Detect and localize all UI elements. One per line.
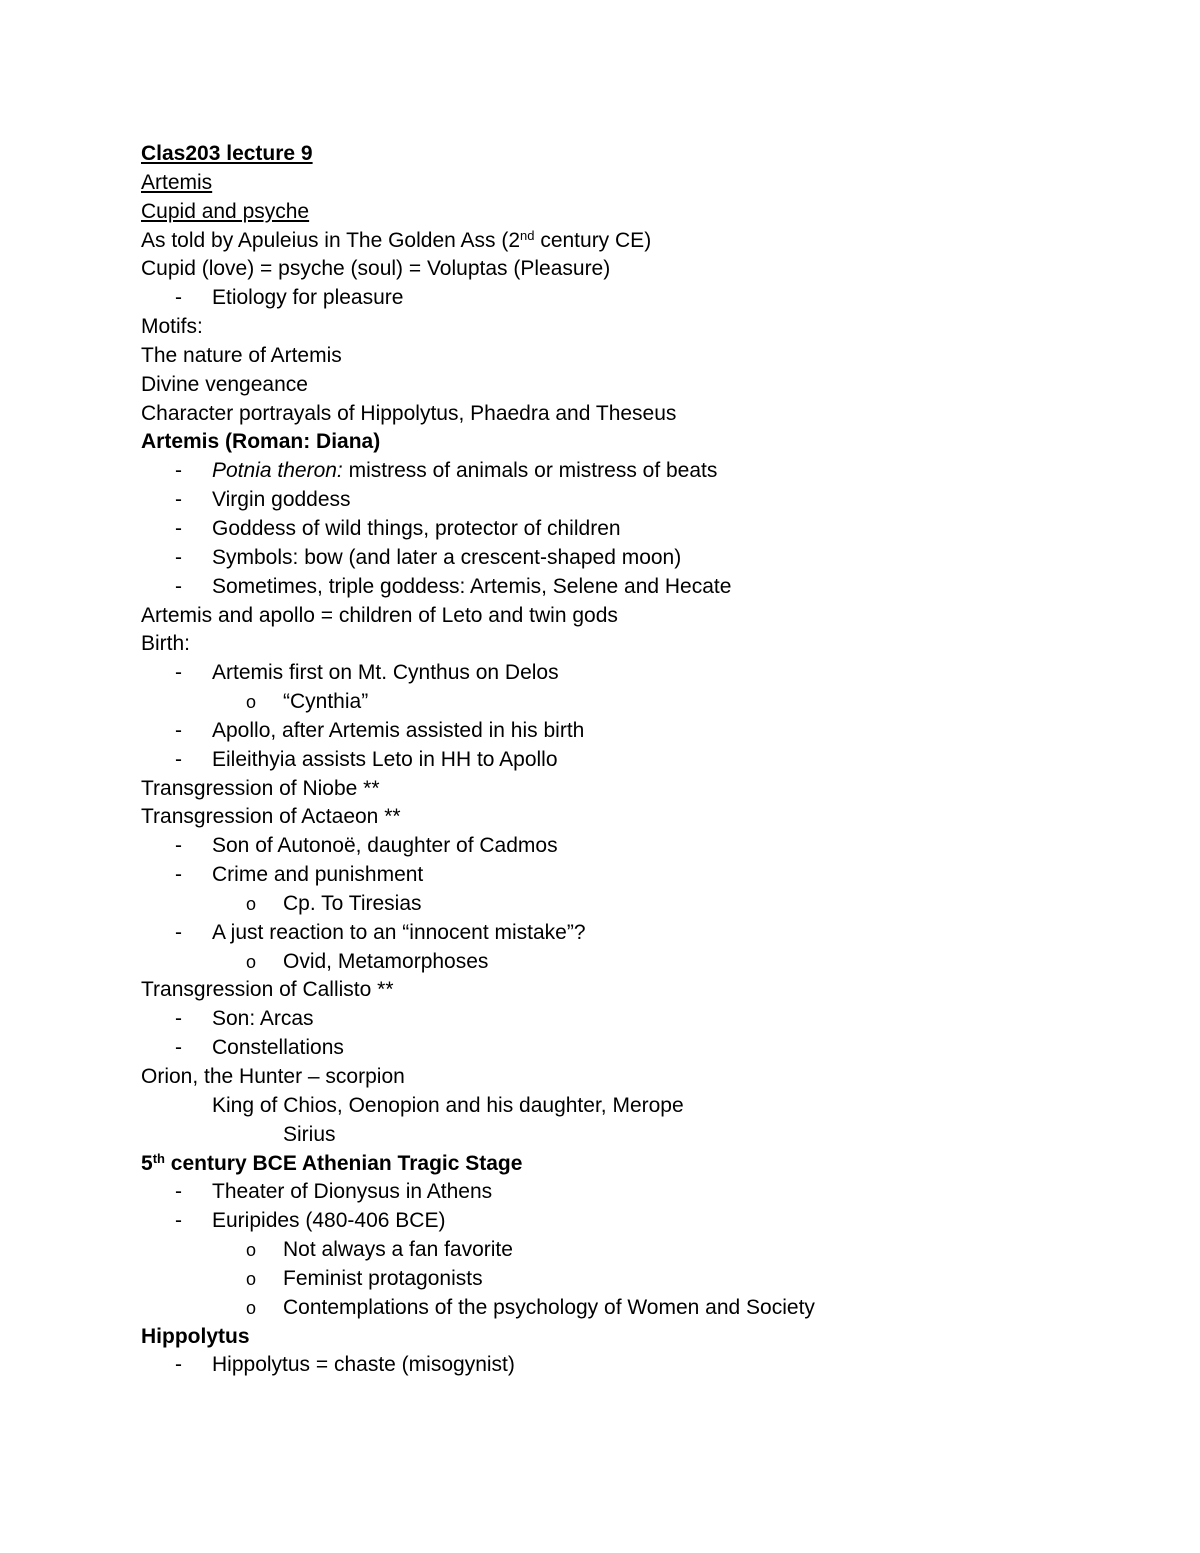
bullet-text: Etiology for pleasure [212,286,404,310]
bullet-text: Euripides (480-406 BCE) [212,1209,446,1233]
dash-marker: - [175,574,182,598]
twins-line: Artemis and apollo = children of Leto and twin gods [141,603,618,627]
bullet-text: Crime and punishment [212,863,424,887]
motifs-label: Motifs: [141,315,203,339]
bullet-item [141,1207,1141,1236]
heading-cupid-psyche: Cupid and psyche [141,199,310,223]
bullet-text: Sometimes, triple goddess: Artemis, Selene and Hecate [212,574,732,598]
sub-bullet-item [141,688,1141,717]
sub-bullet-item [141,1236,1141,1265]
bullet-item [141,284,1141,313]
bullet-item [141,515,1141,544]
bullet-item [141,573,1141,602]
niobe-line: Transgression of Niobe ** [141,776,380,800]
sub-bullet-item [141,1294,1141,1323]
dash-marker: - [175,516,182,540]
motif-line: Character portrayals of Hippolytus, Phaedra and Theseus [141,401,677,425]
bullet-item [141,1034,1141,1063]
dash-marker: - [175,545,182,569]
circle-marker: o [246,951,257,972]
heading-tragic-stage [141,1150,1141,1179]
dash-marker: - [175,834,182,858]
stage-post: century BCE Athenian Tragic Stage [164,1151,523,1175]
bullet-item [141,457,1141,486]
circle-marker: o [246,893,257,914]
circle-marker: o [246,1297,257,1318]
orion-line: Orion, the Hunter – scorpion [141,1065,405,1088]
bullet-item [141,486,1141,515]
circle-marker: o [246,1268,257,1289]
dash-marker: - [175,1353,182,1377]
heading-artemis-roman: Artemis (Roman: Diana) [141,430,381,454]
bullet-text: Goddess of wild things, protector of children [212,516,621,540]
motif-line: The nature of Artemis [141,343,342,367]
bullet-item [141,919,1141,948]
heading-artemis: Artemis [141,170,213,194]
actaeon-line: Transgression of Actaeon ** [141,805,401,829]
apuleius-pre: As told by Apuleius in The Golden Ass (2 [141,228,521,252]
sub-bullet-text: Feminist protagonists [283,1266,483,1290]
bullet-item [141,717,1141,746]
bullet-item [141,1351,1141,1380]
dash-marker: - [175,459,182,483]
potnia-italic: Potnia theron: [212,459,343,483]
dash-marker: - [175,661,182,685]
motif-line: Divine vengeance [141,372,308,396]
stage-pre: 5 [141,1151,153,1175]
dash-marker: - [175,863,182,887]
dash-marker: - [175,488,182,512]
birth-label: Birth: [141,632,191,656]
bullet-text: Virgin goddess [212,488,351,512]
lecture-notes-page [141,140,1141,1380]
dash-marker: - [175,1180,182,1204]
bullet-item [141,1178,1141,1207]
bullet-text: Artemis first on Mt. Cynthus on Delos [212,661,559,685]
apuleius-sup: nd [520,227,535,243]
sub-bullet-text: Not always a fan favorite [283,1238,513,1262]
bullet-text: Eileithyia assists Leto in HH to Apollo [212,747,558,771]
orion-detail: King of Chios, Oenopion and his daughter, Merope [212,1093,684,1117]
bullet-text: Symbols: bow (and later a crescent-shaped moon) [212,545,682,569]
sub-bullet-item [141,948,1141,977]
circle-marker: o [246,692,257,713]
dash-marker: - [175,718,182,742]
bullet-text: Son: Arcas [212,1007,314,1031]
bullet-item [141,659,1141,688]
bullet-text: Hippolytus = chaste (misogynist) [212,1353,515,1377]
bullet-item [141,1005,1141,1034]
dash-marker: - [175,1036,182,1060]
bullet-item [141,832,1141,861]
bullet-item [141,746,1141,775]
potnia-rest: mistress of animals or mistress of beats [342,459,718,483]
cupid-line: Cupid (love) = psyche (soul) = Voluptas (Pleasure) [141,257,611,281]
dash-marker: - [175,286,182,310]
bullet-text: Son of Autonoë, daughter of Cadmos [212,834,558,858]
sirius-line: Sirius [283,1122,336,1146]
sub-bullet-text: “Cynthia” [283,690,369,714]
callisto-line: Transgression of Callisto ** [141,978,394,1002]
sub-bullet-text: Cp. To Tiresias [283,891,422,915]
dash-marker: - [175,920,182,944]
sub-bullet-text: Contemplations of the psychology of Women and Society [283,1295,815,1319]
sub-bullet-text: Ovid, Metamorphoses [283,949,489,973]
sub-bullet-item [141,890,1141,919]
dash-marker: - [175,747,182,771]
dash-marker: - [175,1007,182,1031]
apuleius-line [141,227,1141,256]
bullet-text: Theater of Dionysus in Athens [212,1180,493,1204]
bullet-text: Apollo, after Artemis assisted in his birth [212,718,585,742]
circle-marker: o [246,1240,257,1261]
document-title: Clas203 lecture 9 [141,142,313,165]
bullet-item [141,544,1141,573]
sub-bullet-item [141,1265,1141,1294]
dash-marker: - [175,1209,182,1233]
stage-sup: th [152,1150,165,1166]
bullet-text: Constellations [212,1036,344,1060]
bullet-item [141,861,1141,890]
apuleius-post: century CE) [534,228,652,252]
heading-hippolytus: Hippolytus [141,1324,250,1348]
bullet-text: A just reaction to an “innocent mistake”? [212,920,586,944]
